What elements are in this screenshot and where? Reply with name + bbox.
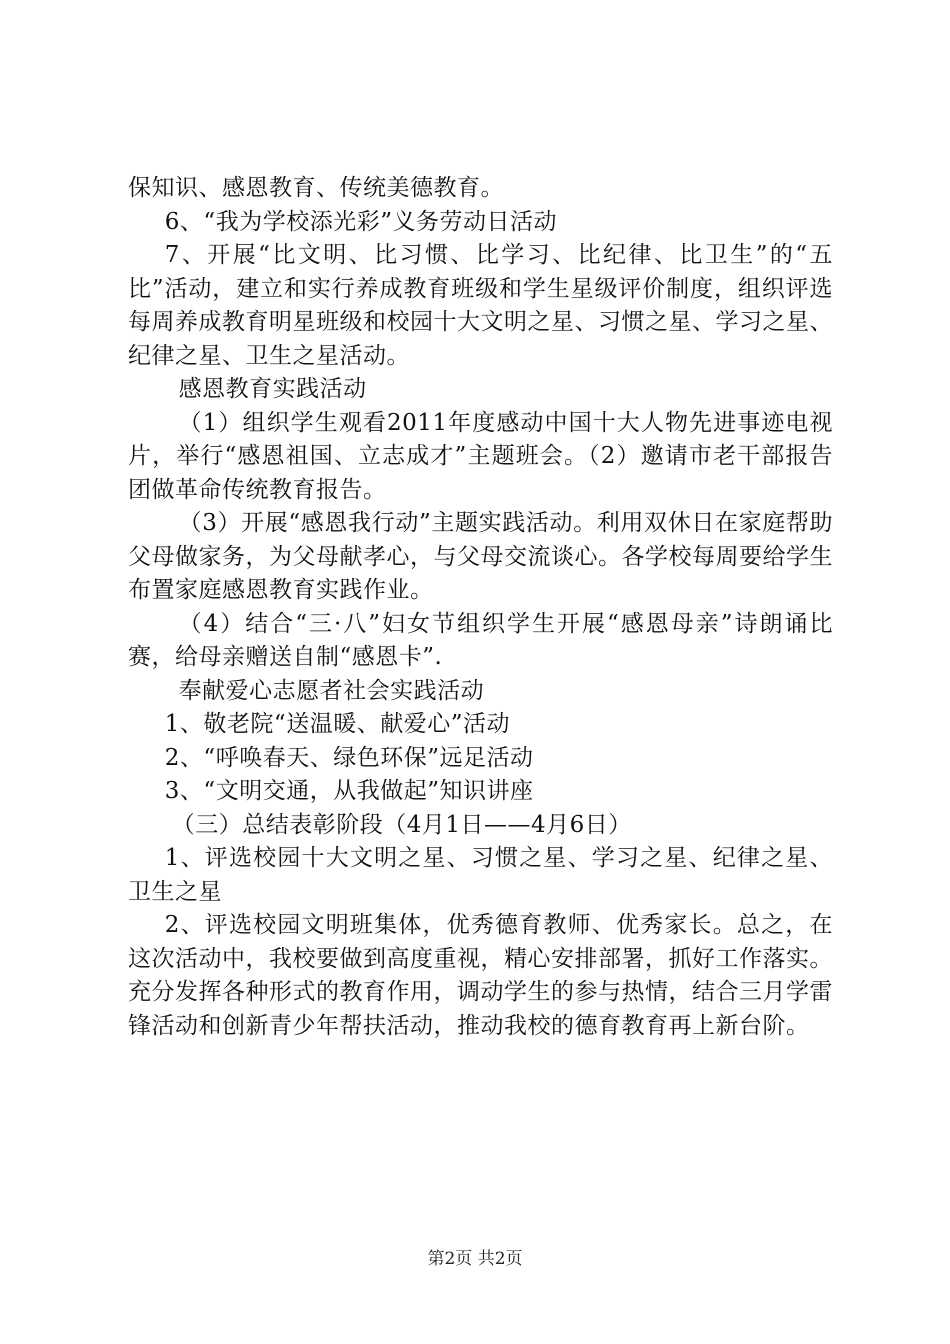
paragraph-volunteer-1: 1、敬老院“送温暖、献爱心”活动: [164, 711, 510, 737]
paragraph-item-6: 6、“我为学校添光彩”义务劳动日活动: [164, 208, 557, 235]
paragraph-gratitude-1: （1）组织学生观看2011年度感动中国十大人物先进事迹电视片，举行“感恩祖国、立志成才”主题班会。（2）邀请市老干部报告团做革命传统教育报告。: [128, 409, 833, 503]
paragraph-gratitude-4: （4）结合“三·八”妇女节组织学生开展“感恩母亲”诗朗诵比赛，给母亲赠送自制“感恩卡”.: [128, 610, 833, 670]
paragraph-volunteer-2: 2、“呼唤春天、绿色环保”远足活动: [164, 744, 534, 771]
document-body: [128, 172, 833, 1043]
paragraph-continuation: 保知识、感恩教育、传统美德教育。: [128, 175, 504, 201]
section-heading-summary: （三）总结表彰阶段（4月1日——4月6日）: [171, 811, 632, 838]
paragraph-item-7: 7、开展“比文明、比习惯、比学习、比纪律、比卫生”的“五比”活动，建立和实行养成教育班级和学生星级评价制度，组织评选每周养成教育明星班级和校园十大文明之星、习惯之星、学习之星、纪律之星、卫生之星活动。: [128, 242, 833, 369]
section-heading-volunteer: 奉献爱心志愿者社会实践活动: [178, 677, 485, 704]
paragraph-gratitude-3: （3）开展“感恩我行动”主题实践活动。利用双休日在家庭帮助父母做家务，为父母献孝心，与父母交流谈心。各学校每周要给学生布置家庭感恩教育实践作业。: [128, 510, 833, 603]
paragraph-summary-2: 2、评选校园文明班集体，优秀德育教师、优秀家长。总之，在这次活动中，我校要做到高度重视，精心安排部署，抓好工作落实。充分发挥各种形式的教育作用，调动学生的参与热情，结合三月学雷锋活动和创新青少年帮扶活动，推动我校的德育教育再上新台阶。: [128, 912, 833, 1039]
paragraph-volunteer-3: 3、“文明交通，从我做起”知识讲座: [164, 778, 534, 804]
section-heading-gratitude: 感恩教育实践活动: [178, 376, 367, 402]
paragraph-summary-1: 1、评选校园十大文明之星、习惯之星、学习之星、纪律之星、卫生之星: [128, 845, 833, 905]
page-footer: 第2页 共2页: [427, 1249, 523, 1269]
